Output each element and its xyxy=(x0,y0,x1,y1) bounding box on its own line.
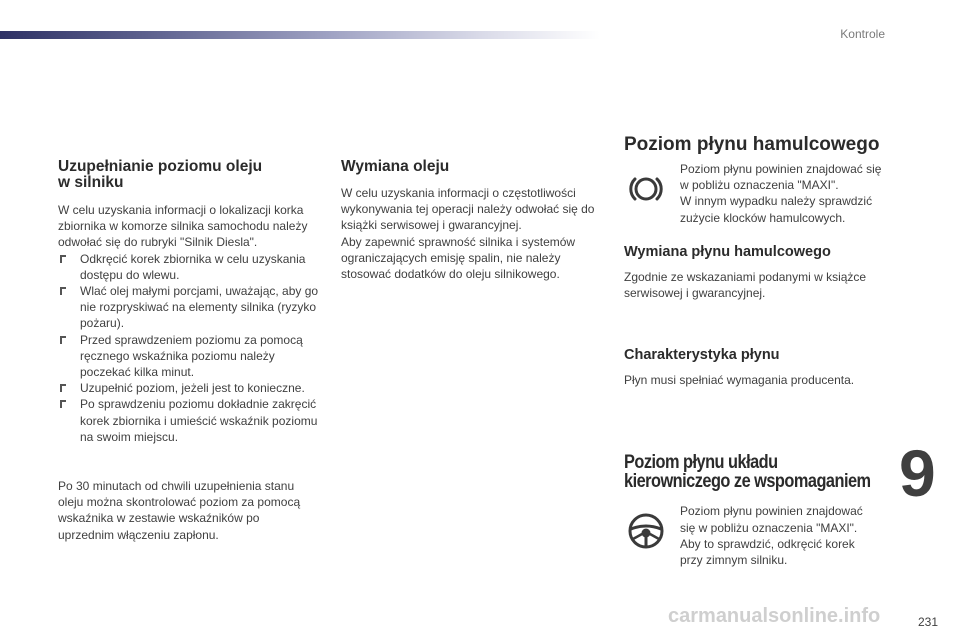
brake-fluid-change-title: Wymiana płynu hamulcowego xyxy=(624,243,831,260)
fluid-spec-text: Płyn musi spełniać wymagania producenta. xyxy=(624,373,855,388)
steering-fluid-text-2: Aby to sprawdzić, odkręcić korek przy zimnym silniku. xyxy=(680,536,855,568)
oil-topup-title xyxy=(58,159,320,191)
brake-fluid-block xyxy=(624,161,894,226)
page-number: 231 xyxy=(917,615,938,629)
list-item: Odkręcić korek zbiornika w celu uzyskania dostępu do wlewu. xyxy=(58,251,320,283)
list-item: Wlać olej małymi porcjami, uważając, aby go nie rozpryskiwać na elementy silnika (ryzyko pożaru). xyxy=(58,283,320,332)
oil-topup-section xyxy=(58,159,320,543)
watermark: carmanualsonline.info xyxy=(668,605,881,627)
oil-topup-steps xyxy=(58,251,320,445)
list-item: Przed sprawdzeniem poziomu za pomocą ręcznego wskaźnika poziomu należy poczekać kilka minut. xyxy=(58,332,320,381)
chapter-number: 9 xyxy=(899,436,936,510)
steering-fluid-title xyxy=(624,453,894,493)
fluids-section xyxy=(624,135,894,568)
oil-topup-title-line2: w silniku xyxy=(58,174,124,191)
brake-fluid-change-text: Zgodnie ze wskazaniami podanymi w książce serwisowej i gwarancyjnej. xyxy=(624,269,867,301)
list-item: Po sprawdzeniu poziomu dokładnie zakręcić korek zbiornika i umieścić wskaźnik poziomu na swoim miejscu. xyxy=(58,396,320,445)
oil-topup-title-line1: Uzupełnianie poziomu oleju xyxy=(58,158,263,175)
steering-wheel-icon xyxy=(624,509,668,553)
oil-level-note: Po 30 minutach od chwili uzupełnienia stanu oleju można skontrolować poziom za pomocą wskaźnika w zestawie wskaźników po uprzednim włączeniu zapłonu. xyxy=(58,479,301,542)
steering-fluid-title-line2: kierowniczego ze wspomaganiem xyxy=(624,471,871,493)
list-item: Uzupełnić poziom, jeżeli jest to konieczne. xyxy=(58,380,320,396)
header-bar xyxy=(0,31,600,39)
steering-fluid-title-line1: Poziom płynu układu xyxy=(624,452,778,474)
oil-change-title: Wymiana oleju xyxy=(341,158,450,175)
brake-disc-icon xyxy=(624,167,668,211)
fluid-spec-title: Charakterystyka płynu xyxy=(624,347,780,364)
brake-fluid-title: Poziom płynu hamulcowego xyxy=(624,134,880,155)
brake-fluid-text-1: Poziom płynu powinien znajdować się w pobliżu oznaczenia "MAXI". xyxy=(680,162,882,193)
steering-fluid-text-1: Poziom płynu powinien znajdować się w pobliżu oznaczenia "MAXI". xyxy=(680,504,863,535)
brake-fluid-text-2: W innym wypadku należy sprawdzić zużycie klocków hamulcowych. xyxy=(680,194,873,225)
oil-change-text-2: Aby zapewnić sprawność silnika i systemów ograniczających emisję spalin, nie należy stosować dodatków do oleju silnikowego. xyxy=(341,234,576,282)
steering-fluid-block xyxy=(624,503,894,568)
oil-change-section xyxy=(341,159,596,282)
oil-topup-intro: W celu uzyskania informacji o lokalizacji korka zbiornika w komorze silnika samochodu należy odwołać się do rubryki "Silnik Diesla". xyxy=(58,203,308,250)
section-label: Kontrole xyxy=(840,27,885,41)
oil-change-text-1: W celu uzyskania informacji o częstotliwości wykonywania tej operacji należy odwołać się do książki serwisowej i gwarancyjnej. xyxy=(341,186,595,233)
